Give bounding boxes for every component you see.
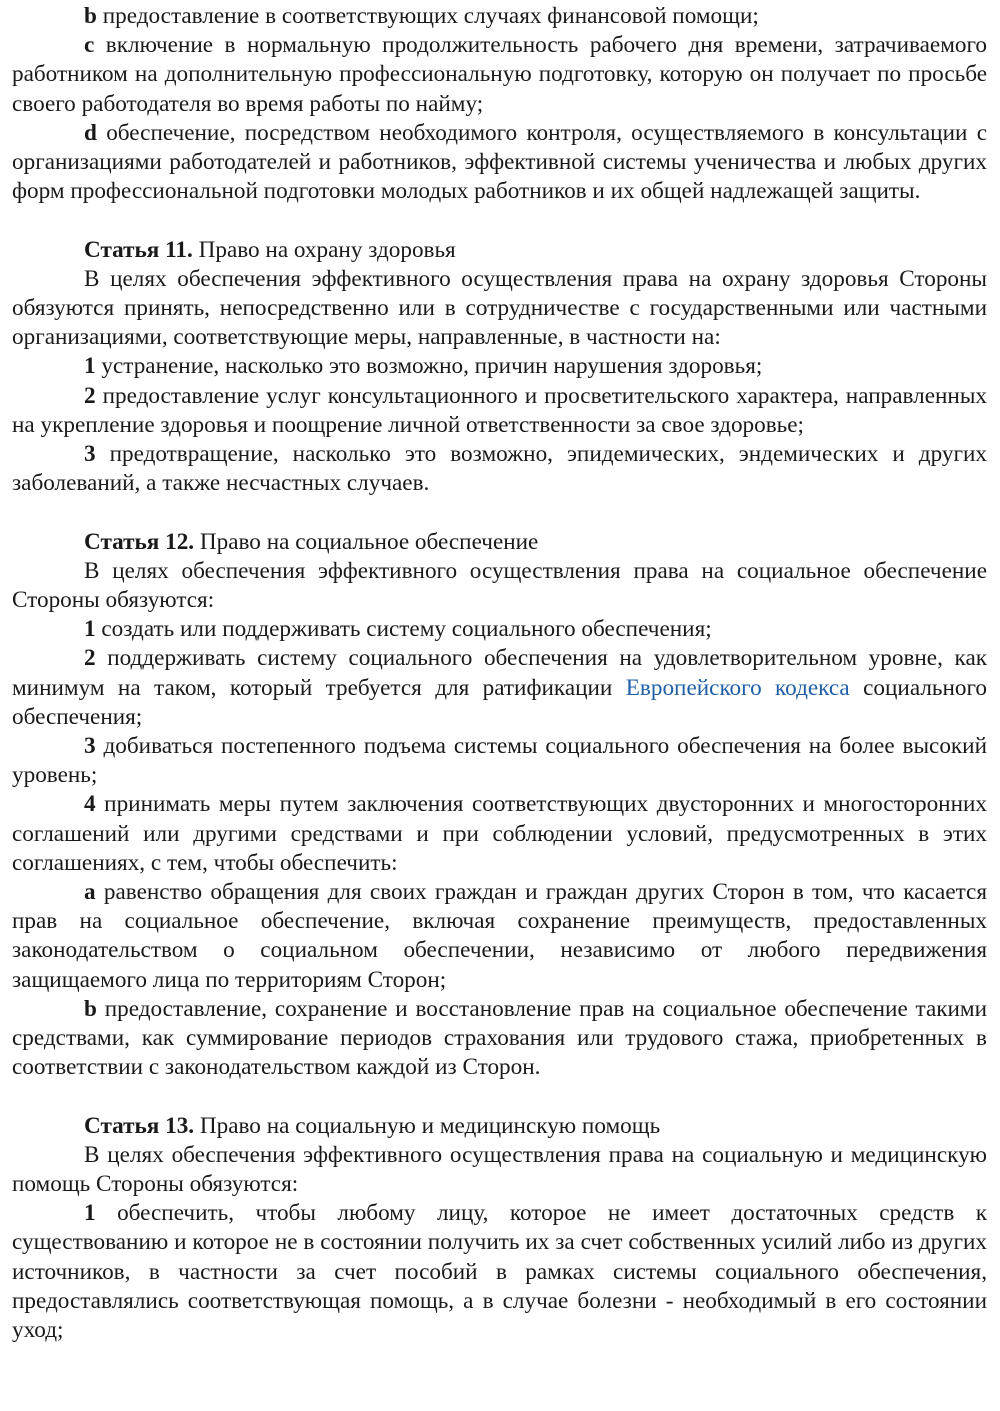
item-text: поддерживать систему социального обеспечения на удовлетворительном уровне, как минимум на таком, который требуется для ратификации (12, 645, 987, 701)
article-intro-paragraph: В целях обеспечения эффективного осуществления права на охрану здоровья Стороны обязуются принять, непосредственно или в сотрудничестве с государственными или частными организациями, соответствующие меры, направленные, в частности на: (12, 265, 987, 351)
item-marker: b (84, 995, 97, 1022)
list-item (12, 790, 987, 878)
list-item (12, 615, 987, 644)
item-marker: 1 (84, 353, 96, 380)
item-text: принимать меры путем заключения соответствующих двусторонних и многосторонних соглашений или другими средствами и при соблюдении условий, предусмотренных в этих соглашениях, с тем, чтобы обеспечить: (12, 791, 987, 876)
european-code-link[interactable]: Европейского кодекса (625, 674, 850, 701)
list-item (12, 995, 987, 1083)
item-marker: 2 (84, 645, 96, 672)
article-title: Право на социальную и медицинскую помощь (199, 1112, 661, 1139)
item-text: предоставление, сохранение и восстановление прав на социальное обеспечение такими средствами, как суммирование периодов страхования или трудового стажа, приобретенных в соответствии с законодательством каждой из Сторон. (12, 995, 988, 1081)
list-item (12, 732, 987, 790)
item-marker: 1 (84, 1200, 96, 1227)
item-text: обеспечение, посредством необходимого контроля, осуществляемого в консультации с организациями работодателей и работников, эффективной системы ученичества и любых других форм профессиональной подготовки молодых работников и их общей надлежащей защиты. (12, 119, 987, 205)
item-marker: a (84, 879, 96, 906)
item-marker: b (84, 3, 97, 29)
item-marker: d (84, 119, 97, 146)
item-text: включение в нормальную продолжительность рабочего дня времени, затрачиваемого работником на дополнительную профессиональную подготовку, которую он получает по просьбе своего работодателя во время работы по найму; (12, 32, 988, 117)
item-text: создать или поддерживать систему социального обеспечения; (101, 616, 712, 643)
item-text: равенство обращения для своих граждан и граждан других Сторон в том, что касается прав на социальное обеспечение, включая сохранение преимуществ, предоставленных законодательством о социальном обеспечении, независимо от любого передвижения защищаемого лица по территориям Сторон; (12, 879, 988, 993)
article-number: Статья 12. (84, 528, 195, 555)
paragraph-gap (12, 206, 987, 235)
article-heading (12, 236, 987, 265)
item-text: обеспечить, чтобы любому лицу, которое не имеет достаточных средств к существованию и которое не в состоянии получить их за счет собственных усилий либо из других источников, в частности за счет пособий в рамках системы социального обеспечения, предоставлялись соответствующая помощь, а в случае болезни - необходимый в его состоянии уход; (12, 1200, 987, 1344)
article-title: Право на охрану здоровья (198, 236, 456, 263)
list-item (12, 352, 987, 381)
item-marker: 2 (84, 382, 96, 409)
article-intro-paragraph: В целях обеспечения эффективного осуществления права на социальное обеспечение Стороны обязуются: (12, 557, 987, 614)
list-item (12, 1199, 987, 1345)
article-heading (12, 1112, 987, 1141)
article-number: Статья 13. (84, 1112, 195, 1139)
item-marker: 4 (84, 791, 96, 818)
article-title: Право на социальное обеспечение (199, 528, 539, 555)
item-marker: c (84, 32, 95, 59)
article-intro-paragraph: В целях обеспечения эффективного осуществления права на социальную и медицинскую помощь Стороны обязуются: (12, 1141, 987, 1198)
item-marker: 3 (84, 733, 96, 760)
list-item (12, 878, 987, 995)
list-item (12, 119, 987, 207)
item-text: добиваться постепенного подъема системы социального обеспечения на более высокий уровень; (12, 733, 987, 789)
paragraph-gap (12, 1082, 987, 1111)
item-text-continued: социального обеспечения; (12, 674, 987, 730)
paragraph-gap (12, 498, 987, 527)
list-item (12, 31, 987, 119)
item-marker: 1 (84, 616, 96, 643)
list-item (12, 644, 987, 732)
article-number: Статья 11. (84, 236, 193, 263)
list-item (12, 2, 987, 31)
item-text: предотвращение, насколько это возможно, эпидемических, эндемических и других заболеваний, а также несчастных случаев. (12, 441, 987, 497)
item-marker: 3 (84, 441, 96, 468)
item-text: предоставление услуг консультационного и просветительского характера, направленных на укрепление здоровья и поощрение личной ответственности за свое здоровье; (12, 382, 987, 438)
article-heading (12, 528, 987, 557)
list-item (12, 440, 987, 498)
item-text: предоставление в соответствующих случаях финансовой помощи; (102, 3, 759, 29)
list-item (12, 382, 987, 440)
item-text: устранение, насколько это возможно, причин нарушения здоровья; (101, 353, 763, 380)
